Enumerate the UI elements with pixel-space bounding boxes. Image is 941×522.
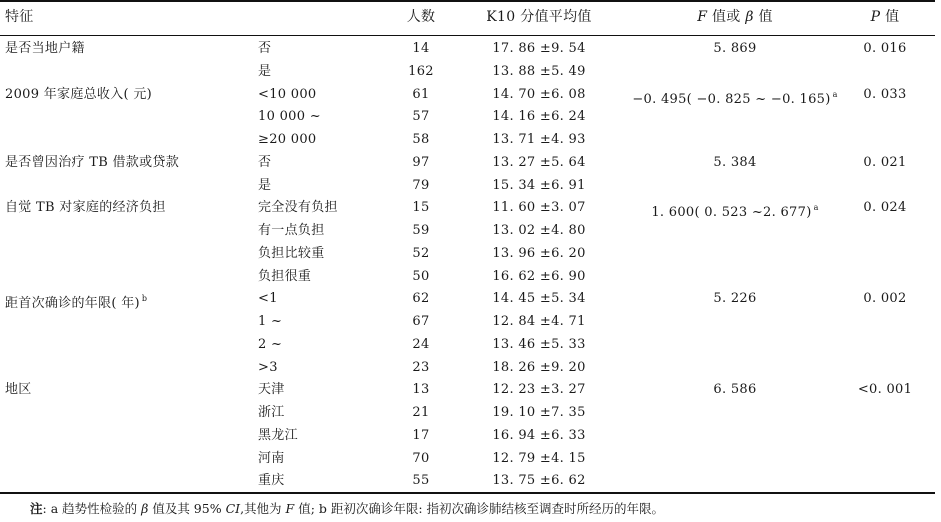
k10-mean-cell: 11. 60 ±3. 07 [492, 200, 586, 216]
subgroup-label: 1 ~ [258, 314, 283, 329]
subgroup-label: 负担比较重 [258, 245, 325, 261]
subgroup-label: 重庆 [258, 473, 285, 489]
group-label: 距首次确诊的年限( 年) $^b$ [5, 294, 148, 312]
f-or-beta-value-text: −0. 495( −0. 825 ~ −0. 165) [632, 91, 831, 107]
header-f-letter: F [697, 9, 708, 25]
header-k10-mean: K10 分值平均值 [486, 9, 592, 25]
p-value: 0. 002 [863, 291, 907, 307]
f-or-beta-value-text: 5. 226 [713, 291, 757, 307]
count-cell: 17 [412, 427, 430, 443]
count-cell: 52 [412, 245, 430, 261]
subgroup-label: 2 ~ [258, 336, 283, 352]
note-ci: CI [225, 501, 241, 516]
note-beta: β [141, 501, 149, 516]
subgroup-label: >3 [258, 359, 278, 375]
group-label-footnote-mark: b [141, 294, 148, 304]
note-f: F [285, 501, 295, 516]
table-footnote [30, 499, 664, 519]
f-or-beta-value-text: 1. 600( 0. 523 ~2. 677) [651, 205, 812, 221]
f-or-beta-value [615, 37, 855, 60]
subgroup-label: 天津 [258, 382, 285, 398]
k10-mean-cell: 12. 79 ±4. 15 [492, 450, 586, 466]
f-or-beta-value [615, 378, 855, 401]
header-p-letter: P [870, 9, 881, 25]
count-cell: 14 [412, 41, 430, 56]
p-value: 0. 024 [863, 200, 907, 216]
k10-mean-cell: 17. 86 ±9. 54 [492, 41, 586, 56]
k10-mean-cell: 19. 10 ±7. 35 [492, 405, 586, 420]
k10-mean-cell: 15. 34 ±6. 91 [492, 177, 586, 193]
k10-mean-cell: 12. 23 ±3. 27 [492, 382, 586, 398]
k10-mean-cell: 14. 16 ±6. 24 [492, 109, 586, 125]
count-cell: 23 [412, 359, 430, 375]
trend-test-footnote-mark: a [832, 89, 838, 99]
header-feature: 特征 [5, 9, 34, 25]
f-or-beta-value-text: 6. 586 [713, 382, 757, 398]
k10-mean-cell: 13. 75 ±6. 62 [492, 473, 586, 489]
note-part2: 值及其 95% [148, 501, 226, 516]
count-cell: 59 [412, 223, 430, 238]
subgroup-label: <1 [258, 291, 278, 307]
subgroup-label: 10 000 ~ [258, 109, 321, 125]
count-cell: 13 [412, 382, 430, 398]
f-or-beta-value [615, 83, 855, 106]
f-or-beta-value [615, 196, 855, 219]
count-cell: 62 [412, 291, 430, 307]
f-or-beta-value [615, 287, 855, 310]
header-f-or-beta [615, 6, 855, 29]
count-cell: 70 [412, 450, 430, 466]
header-p-rest: 值 [880, 9, 900, 25]
subgroup-label: 浙江 [258, 405, 285, 420]
subgroup-label: 黑龙江 [258, 427, 298, 443]
p-value: <0. 001 [857, 382, 913, 398]
table-top-rule [0, 0, 935, 2]
f-or-beta-value-text: 5. 869 [713, 41, 757, 56]
note-part3: ,其他为 [240, 501, 286, 516]
count-cell: 79 [412, 177, 430, 193]
header-count: 人数 [406, 9, 436, 25]
k10-mean-cell: 14. 70 ±6. 08 [492, 86, 586, 102]
header-p-value [845, 6, 925, 29]
count-cell: 50 [412, 268, 430, 284]
count-cell: 57 [412, 109, 430, 125]
trend-test-footnote-mark: a [813, 203, 819, 213]
k10-mean-cell: 14. 45 ±5. 34 [492, 291, 586, 307]
k10-mean-cell: 16. 62 ±6. 90 [492, 268, 586, 284]
note-label: 注 [30, 501, 43, 516]
k10-mean-cell: 13. 02 ±4. 80 [492, 223, 586, 238]
count-cell: 15 [412, 200, 430, 216]
note-part4: 值; b 距初次确诊年限: 指初次确诊肺结核至调查时所经历的年限。 [294, 501, 665, 516]
group-label: 是否当地户籍 [5, 41, 85, 56]
count-cell: 61 [412, 86, 430, 102]
table-bottom-rule [0, 492, 935, 494]
table-header-rule [0, 35, 935, 36]
k10-mean-cell: 18. 26 ±9. 20 [492, 359, 586, 375]
note-part1: : a 趋势性检验的 [42, 501, 142, 516]
count-cell: 67 [412, 314, 430, 329]
header-fb-mid: 值或 [707, 9, 746, 25]
count-cell: 55 [412, 473, 430, 489]
group-label: 自觉 TB 对家庭的经济负担 [5, 200, 166, 216]
k10-mean-cell: 13. 46 ±5. 33 [492, 336, 586, 352]
group-label: 2009 年家庭总收入( 元) [5, 86, 152, 102]
p-value: 0. 033 [863, 86, 907, 102]
k10-mean-cell: 13. 88 ±5. 49 [492, 63, 586, 79]
subgroup-label: 是 [258, 177, 272, 193]
subgroup-label: ≥20 000 [258, 132, 317, 147]
subgroup-label: 有一点负担 [258, 223, 325, 238]
count-cell: 21 [412, 405, 430, 420]
count-cell: 162 [408, 63, 434, 79]
f-or-beta-value [615, 151, 855, 174]
group-label: 地区 [5, 382, 32, 398]
subgroup-label: 河南 [258, 450, 285, 466]
subgroup-label: 否 [258, 154, 272, 170]
header-beta-letter: β [745, 9, 754, 25]
subgroup-label: 完全没有负担 [258, 200, 338, 216]
k10-mean-cell: 12. 84 ±4. 71 [492, 314, 586, 329]
k10-mean-cell: 13. 27 ±5. 64 [492, 154, 586, 170]
f-or-beta-value-text: 5. 384 [713, 154, 757, 170]
count-cell: 24 [412, 336, 430, 352]
subgroup-label: <10 000 [258, 86, 317, 102]
subgroup-label: 否 [258, 41, 272, 56]
subgroup-label: 是 [258, 63, 272, 79]
p-value: 0. 016 [863, 41, 907, 56]
k10-mean-cell: 13. 96 ±6. 20 [492, 245, 586, 261]
k10-mean-cell: 13. 71 ±4. 93 [492, 132, 586, 147]
header-fb-end: 值 [753, 9, 773, 25]
count-cell: 58 [412, 132, 430, 147]
subgroup-label: 负担很重 [258, 268, 312, 284]
count-cell: 97 [412, 154, 430, 170]
p-value: 0. 021 [863, 154, 907, 170]
group-label: 是否曾因治疗 TB 借款或贷款 [5, 154, 179, 170]
k10-mean-cell: 16. 94 ±6. 33 [492, 427, 586, 443]
